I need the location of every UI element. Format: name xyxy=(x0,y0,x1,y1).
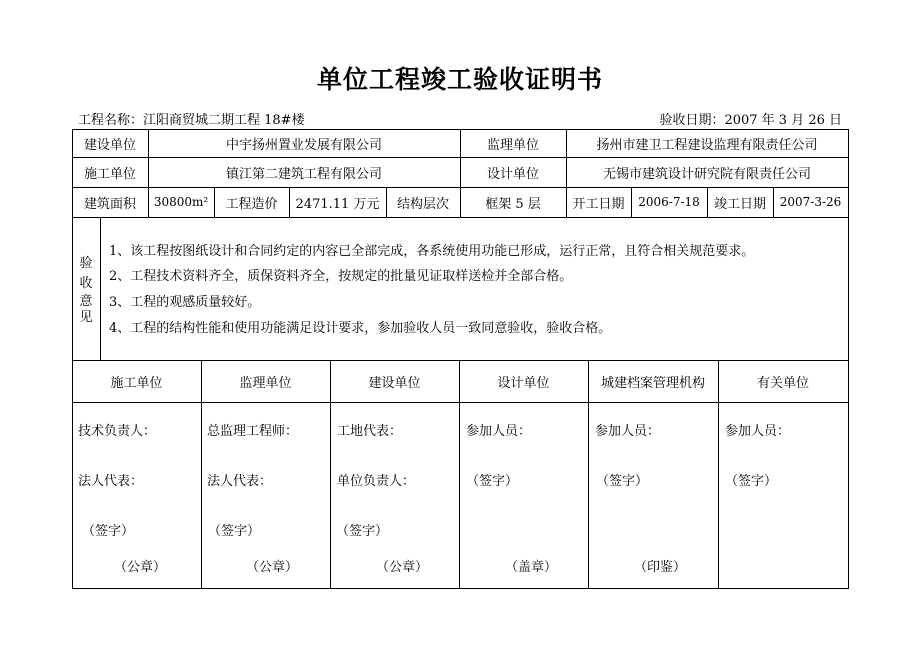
area-value: 30800m² xyxy=(153,195,209,209)
tech-lead-field: 技术负责人： xyxy=(78,424,157,439)
table-rule xyxy=(72,588,849,589)
signature-note: （签字） xyxy=(82,524,135,539)
opinion-item: 3、工程的观感质量较好。 xyxy=(109,295,261,310)
opinion-item: 2、工程技术资料齐全，质保资料齐全，按规定的批量见证取样送检并全部合格。 xyxy=(109,269,573,284)
document-title: 单位工程竣工验收证明书 xyxy=(316,65,603,94)
supervisor-value: 扬州市建卫工程建设监理有限责任公司 xyxy=(596,137,818,153)
acceptance-date: 验收日期：2007 年 3 月 26 日 xyxy=(659,113,842,128)
opinion-item: 1、该工程按图纸设计和合同约定的内容已全部完成，各系统使用功能已形成，运行正常，且符合相关规范要求。 xyxy=(109,244,755,259)
contractor-label: 施工单位 xyxy=(83,166,136,182)
unit-head-field: 单位负责人： xyxy=(337,474,416,489)
legal-rep-field: 法人代表： xyxy=(78,474,144,489)
signature-note: （签字） xyxy=(336,524,389,539)
start-date-value: 2006-7-18 xyxy=(638,195,700,209)
unit-header-builder: 建设单位 xyxy=(368,375,421,391)
supervisor-label: 监理单位 xyxy=(486,137,539,153)
opinion-label-char: 验 xyxy=(79,256,93,271)
seal-note: （盖章） xyxy=(505,560,558,575)
builder-value: 中宇扬州置业发展有限公司 xyxy=(225,137,382,153)
unit-header-related: 有关单位 xyxy=(756,375,809,391)
structure-value: 框架 5 层 xyxy=(485,196,541,212)
table-rule xyxy=(848,129,849,588)
opinion-item: 4、工程的结构性能和使用功能满足设计要求，参加验收人员一致同意验收，验收合格。 xyxy=(109,321,612,336)
signature-note: （签字） xyxy=(208,524,261,539)
chief-supervisor-field: 总监理工程师： xyxy=(207,424,299,439)
project-name: 工程名称：江阳商贸城二期工程 18#楼 xyxy=(78,113,305,128)
signature-note: （签字） xyxy=(596,474,649,489)
cost-label: 工程造价 xyxy=(225,196,278,212)
table-rule xyxy=(100,217,101,360)
contractor-value: 镇江第二建筑工程有限公司 xyxy=(225,166,382,182)
area-label: 建筑面积 xyxy=(83,196,136,212)
unit-header-archive: 城建档案管理机构 xyxy=(600,375,705,391)
seal-note: （公章） xyxy=(114,560,167,575)
unit-header-designer: 设计单位 xyxy=(497,375,550,391)
legal-rep-field: 法人代表： xyxy=(207,474,273,489)
cost-value: 2471.11 万元 xyxy=(295,196,380,212)
participants-field: 参加人员： xyxy=(595,424,661,439)
unit-header-supervisor: 监理单位 xyxy=(239,375,292,391)
end-date-value: 2007-3-26 xyxy=(779,195,842,209)
seal-note: （公章） xyxy=(376,560,429,575)
opinion-label-char: 收 xyxy=(79,276,93,291)
opinion-label-char: 意 xyxy=(79,294,93,309)
structure-label: 结构层次 xyxy=(396,196,449,212)
participants-field: 参加人员： xyxy=(725,424,791,439)
signature-note: （签字） xyxy=(466,474,519,489)
signature-note: （签字） xyxy=(725,474,778,489)
table-rule xyxy=(72,402,849,403)
seal-note: （公章） xyxy=(246,560,299,575)
opinion-label-char: 见 xyxy=(79,310,93,325)
start-date-label: 开工日期 xyxy=(572,196,625,212)
builder-label: 建设单位 xyxy=(83,137,136,153)
designer-value: 无锡市建筑设计研究院有限责任公司 xyxy=(602,166,811,182)
unit-header-contractor: 施工单位 xyxy=(110,375,163,391)
table-rule xyxy=(72,217,849,218)
site-rep-field: 工地代表： xyxy=(337,424,403,439)
designer-label: 设计单位 xyxy=(486,166,539,182)
end-date-label: 竣工日期 xyxy=(713,196,766,212)
seal-note: （印鉴） xyxy=(634,560,687,575)
participants-field: 参加人员： xyxy=(466,424,532,439)
